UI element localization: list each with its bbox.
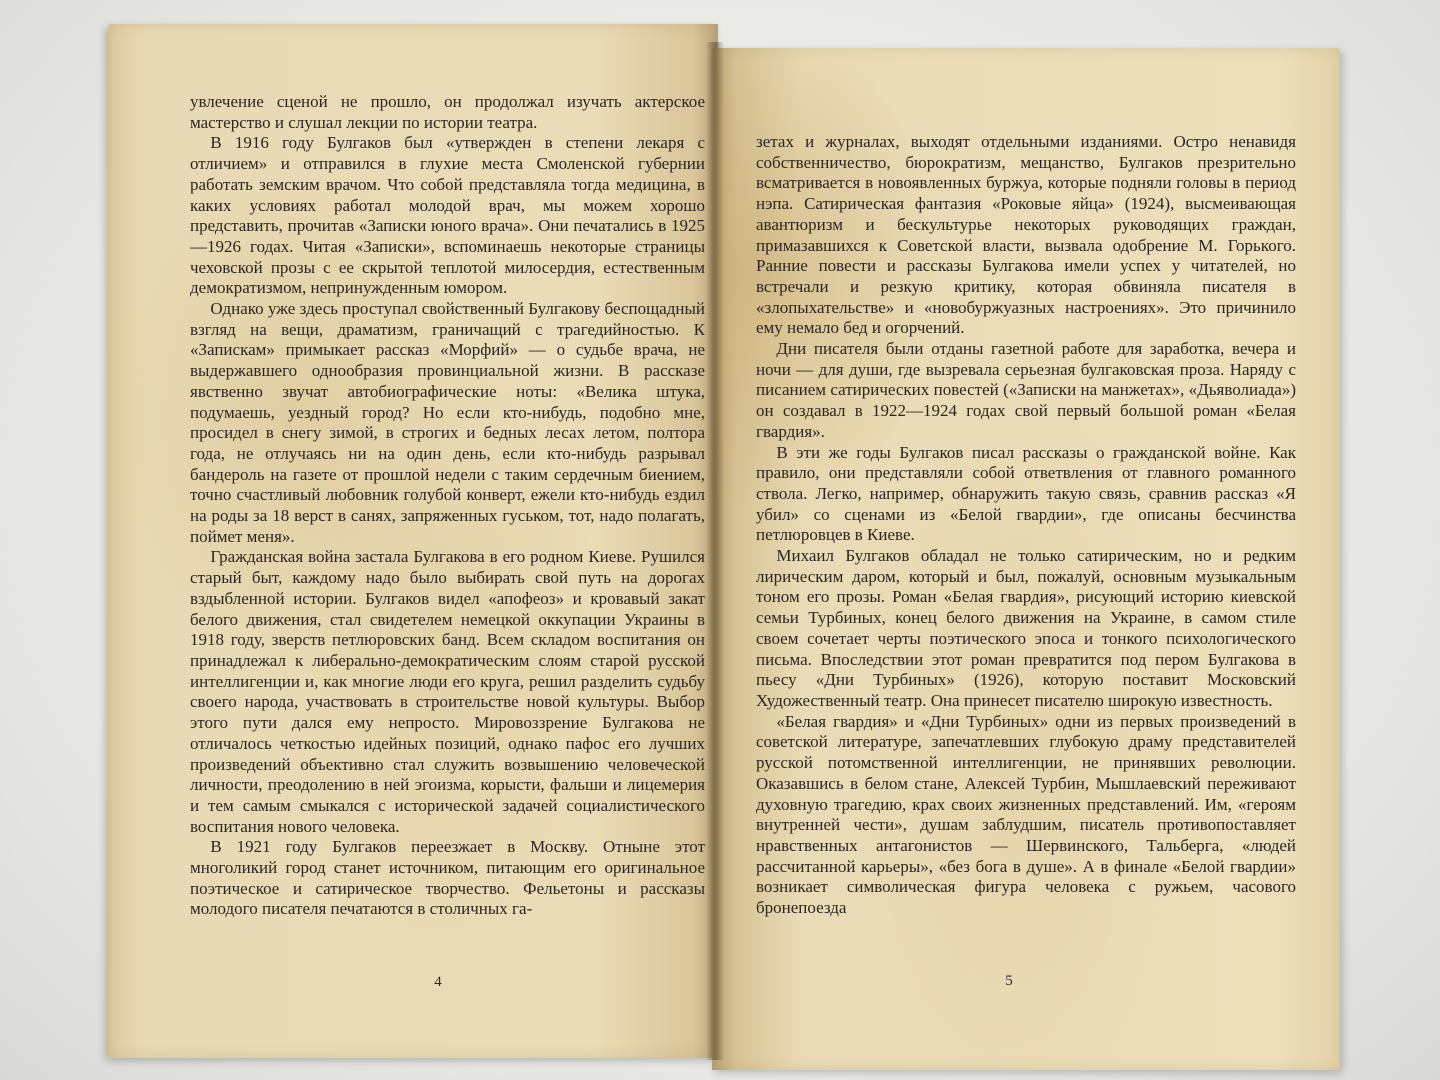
right-page (712, 48, 1340, 1070)
left-paragraph: В 1916 году Булгаков был «утвержден в степени лекаря с отличием» и отправился в глухие места Смоленской губернии работать земским врачом. Что собой представляла тогда медицина, в каких условиях работал молодой врач, мы можем хорошо представить, прочитав «Записки юного врача». Они печатались в 1925—1926 годах. Читая «Записки», вспоминаешь некоторые страницы чеховской прозы с ее скрытой теплотой милосердия, естественным демократизмом, непринужденным юмором. (190, 133, 705, 298)
right-page-text (756, 132, 1296, 919)
open-book (108, 18, 1340, 1070)
right-paragraph: В эти же годы Булгаков писал рассказы о гражданской войне. Как правило, они представляли собой ответвления от главного романного ствола. Легко, например, обнаружить такую связь, сравнив рассказ «Я убил» со сценами из «Белой гвардии», где описаны бесчинства петлюровцев в Киеве. (756, 442, 1296, 545)
left-paragraph: увлечение сценой не прошло, он продолжал изучать актерское мастерство и слушал лекции по истории театра. (190, 92, 705, 132)
right-paragraph: зетах и журналах, выходят отдельными изданиями. Остро ненавидя собственничество, бюрократизм, мещанство, Булгаков презрительно всматривается в новоявленных буржуа, которые подняли головы в период нэпа. Сатирическая фантазия «Роковые яйца» (1924), высмеивающая авантюризм и бескультурье некоторых руководящих граждан, примазавшихся к Советской власти, вызвала одобрение М. Горького. Ранние повести и рассказы Булгакова имели успех у читателей, но встречали и резкую критику, которая обвиняла писателя в «злопыхательстве» и «новобуржуазных настроениях». Это причинило ему немало бед и огорчений. (756, 132, 1296, 338)
right-paragraph: Дни писателя были отданы газетной работе для заработка, вечера и ночи — для души, где вызревала серьезная булгаковская проза. Наряду с писанием сатирических повестей («Записки на манжетах», «Дьяволиада») он создавал в 1922—1924 годах свой первый большой роман «Белая гвардия». (756, 339, 1296, 441)
left-paragraph: Гражданская война застала Булгакова в его родном Киеве. Рушился старый быт, каждому надо было выбирать свой путь на дорогах вздыбленной истории. Булгаков видел «апофеоз» и кровавый закат белого движения, стал свидетелем немецкой оккупации Украины в 1918 году, зверств петлюровских банд. Всем складом воспитания он принадлежал к либерально-демократическим слоям старой русской интеллигенции и, как многие люди его круга, решил разделить судьбу своего народа, участвовать в строительстве новой культуры. Выбор этого пути дался ему непросто. Мировоззрение Булгакова не отличалось четкостью идейных позиций, однако пафос его лучших произведений объективно стал служить возвышению человеческой личности, преодолению в ней эгоизма, корысти, фальши и лицемерия и тем самым смыкался с исторической задачей социалистического воспитания нового человека. (190, 547, 705, 836)
left-page (108, 24, 718, 1058)
left-page-text (190, 92, 705, 920)
book-gutter (706, 42, 724, 1060)
left-page-number: 4 (434, 974, 442, 990)
right-page-number: 5 (1005, 973, 1013, 989)
right-paragraph: Михаил Булгаков обладал не только сатирическим, но и редким лирическим даром, который и был, пожалуй, основным музыкальным тоном его прозы. Роман «Белая гвардия», рисующий историю киевской семьи Турбиных, конец белого движения на Украине, в самом стиле своем сочетает черты поэтического эпоса и тонкого психологического письма. Впоследствии этот роман превратится под пером Булгакова в пьесу «Дни Турбиных» (1926), которую поставит Московский Художественный театр. Она принесет писателю широкую известность. (756, 546, 1296, 710)
left-paragraph: Однако уже здесь проступал свойственный Булгакову беспощадный взгляд на вещи, драматизм, граничащий с трагедийностью. К «Запискам» примыкает рассказ «Морфий» — о судьбе врача, не выдержавшего однообразия провинциальной жизни. В рассказе явственно звучат автобиографические ноты: «Велика штука, подумаешь, уездный город? Но если кто-нибудь, подобно мне, просидел в снегу зимой, в строгих и бедных лесах летом, полтора года, не отлучаясь ни на один день, если кто-нибудь разрывал бандероль на газете от прошлой недели с таким сердечным биением, точно счастливый любовник голубой конверт, ежели кто-нибудь ездил на роды за 18 верст в санях, запряженных гуськом, тот, надо полагать, поймет меня». (190, 299, 705, 546)
right-paragraph: «Белая гвардия» и «Дни Турбиных» одни из первых произведений в советской литературе, запечатлевших глубокую драму представителей русской потомственной интеллигенции, не принявших революции. Оказавшись в белом стане, Алексей Турбин, Мышлаевский переживают духовную трагедию, крах своих жизненных представлений. Им, «героям внутренней чести», душам заблудшим, писатель противопоставляет нравственных антагонистов — Шервинского, Тальберга, «людей рассчитанной карьеры», «без бога в душе». А в финале «Белой гвардии» возникает символическая фигура человека с ружьем, часового бронепоезда (756, 711, 1296, 918)
left-paragraph: В 1921 году Булгаков переезжает в Москву. Отныне этот многоликий город станет источником, питающим его оригинальное поэтическое и сатирическое творчество. Фельетоны и рассказы молодого писателя печатаются в столичных га- (190, 837, 705, 919)
